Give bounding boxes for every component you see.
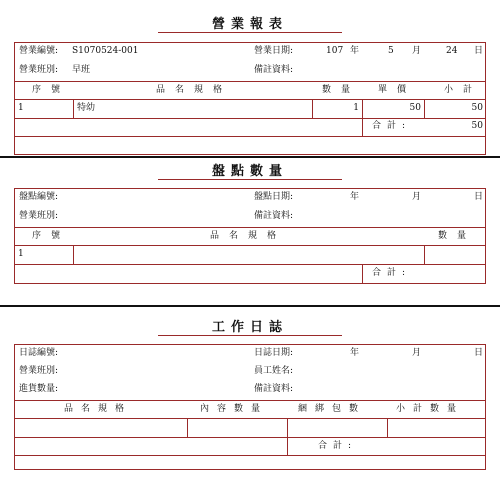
inventory-col-item: 品名規格 (210, 231, 287, 241)
worklog-staff-label: 員工姓名: (254, 366, 294, 376)
sales-day-char: 日 (474, 46, 484, 56)
sales-header-divider (14, 81, 486, 82)
inventory-remark-label: 備註資料: (254, 211, 294, 221)
worklog-row-divider (14, 437, 486, 438)
sales-total-value: 50 (471, 121, 483, 131)
sales-col-price: 單價 (378, 85, 417, 95)
worklog-date-label: 日誌日期: (254, 348, 294, 358)
inventory-col-sep-2 (424, 245, 425, 264)
sales-year-char: 年 (350, 46, 360, 56)
worklog-col-sep-1 (187, 418, 188, 437)
worklog-total-divider (14, 455, 486, 456)
worklog-col-subtotal: 小計數量 (396, 404, 465, 414)
inventory-col-sep-1 (73, 245, 74, 264)
sales-total-label: 合計: (372, 121, 412, 131)
worklog-total-label: 合計: (318, 441, 358, 451)
worklog-col-content: 內容數量 (200, 404, 269, 414)
section-separator-1 (0, 156, 500, 158)
sales-shift-label: 營業班別: (19, 65, 59, 75)
sales-row-divider (14, 118, 486, 119)
inventory-col-sep-3 (362, 264, 363, 284)
sales-no-label: 營業編號: (19, 46, 59, 56)
worklog-title-underline (158, 335, 342, 336)
sales-col-qty: 數量 (322, 85, 361, 95)
worklog-month-char: 月 (412, 348, 422, 358)
sales-report-title: 營業報表 (211, 17, 288, 32)
sales-col-seq: 序號 (32, 85, 71, 95)
inventory-day-char: 日 (474, 192, 484, 202)
inventory-month-char: 月 (412, 192, 422, 202)
inventory-year-char: 年 (350, 192, 360, 202)
sales-date-label: 營業日期: (254, 46, 294, 56)
worklog-col-sep-3 (387, 418, 388, 437)
sales-title-underline (158, 32, 342, 33)
sales-month-char: 月 (412, 46, 422, 56)
sales-row-seq: 1 (18, 103, 24, 113)
worklog-remark-label: 備註資料: (254, 384, 294, 394)
sales-row-qty: 1 (353, 103, 359, 113)
worklog-shift-label: 營業班別: (19, 366, 59, 376)
worklog-header-divider (14, 400, 486, 401)
worklog-title: 工作日誌 (211, 320, 288, 335)
inventory-no-label: 盤點編號: (19, 192, 59, 202)
inventory-date-label: 盤點日期: (254, 192, 294, 202)
sales-row-subtotal: 50 (471, 103, 483, 113)
inventory-columns-divider (14, 245, 486, 246)
sales-col-sep-1 (73, 99, 74, 118)
worklog-no-label: 日誌編號: (19, 348, 59, 358)
sales-col-item: 品名規格 (156, 85, 233, 95)
worklog-col-bundle: 綑綁包數 (298, 404, 367, 414)
sales-col-subtotal: 小計 (444, 85, 483, 95)
sales-no-value[interactable]: S1070524-001 (72, 46, 139, 56)
inventory-shift-label: 營業班別: (19, 211, 59, 221)
worklog-day-char: 日 (474, 348, 484, 358)
worklog-columns-divider (14, 418, 486, 419)
inventory-header-divider (14, 227, 486, 228)
inventory-total-label: 合計: (372, 268, 412, 278)
sales-columns-divider (14, 99, 486, 100)
sales-date-month[interactable]: 5 (388, 46, 394, 56)
sales-row-price: 50 (409, 103, 421, 113)
worklog-col-sep-2 (287, 418, 288, 455)
worklog-year-char: 年 (350, 348, 360, 358)
sales-total-divider (14, 136, 486, 137)
inventory-col-seq: 序號 (32, 231, 71, 241)
inventory-col-qty: 數量 (438, 231, 477, 241)
sales-date-year[interactable]: 107 (326, 46, 344, 56)
worklog-col-item: 品名規格 (64, 404, 133, 414)
inventory-title-underline (158, 179, 342, 180)
section-separator-2 (0, 305, 500, 307)
sales-date-day[interactable]: 24 (446, 46, 458, 56)
inventory-row-seq: 1 (18, 249, 24, 259)
worklog-incoming-label: 進貨數量: (19, 384, 59, 394)
inventory-row-divider (14, 264, 486, 265)
sales-row-item: 特幼 (77, 103, 96, 113)
inventory-title: 盤點數量 (211, 164, 288, 179)
sales-remark-label: 備註資料: (254, 65, 294, 75)
sales-shift-value[interactable]: 早班 (72, 65, 91, 75)
